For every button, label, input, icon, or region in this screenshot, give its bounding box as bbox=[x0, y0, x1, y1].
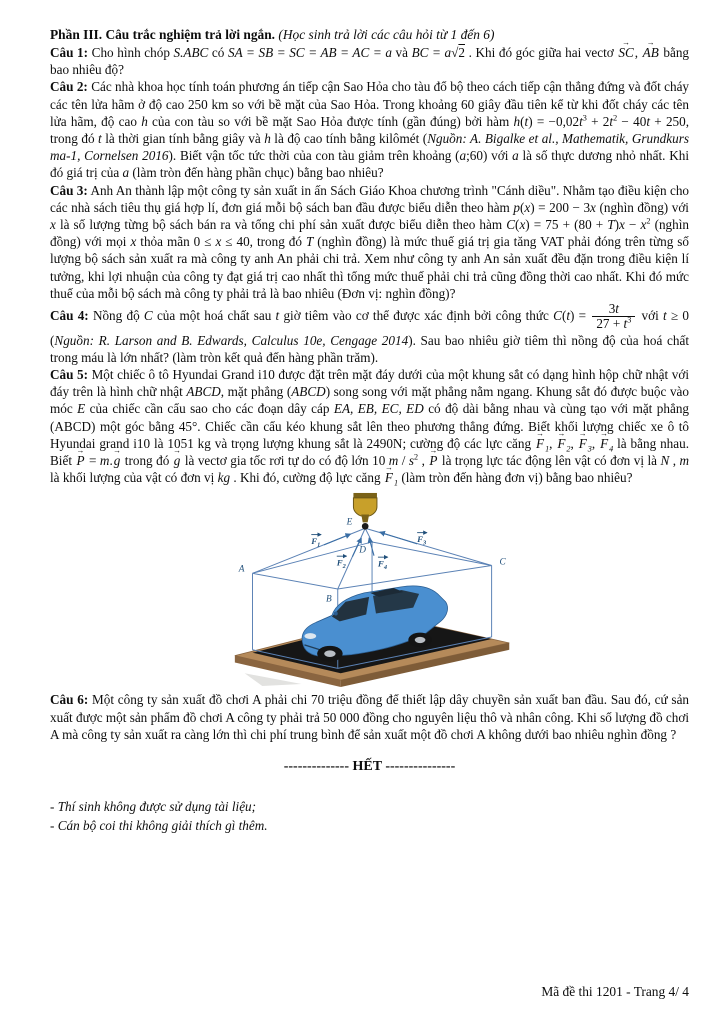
force-arrow-3 bbox=[380, 533, 417, 545]
vector-label-F2 bbox=[336, 557, 347, 571]
question-3: Câu 3: Anh An thành lập một công ty sản xuất in ấn Sách Giáo Khoa chương trình "Cánh diều". Nhằm tạo điều kiện cho các nhà sách tiêu thụ giá hợp lí, đơn giá mỗi bộ sách ban đầu được biểu diễn theo hàm p(x) = 200 − 3x (nghìn đồng) với x là số lượng từng bộ sách bán ra và tổng chi phí sản xuất được biểu diễn theo hàm $C(x) = 75 + (80 + T)x - x^2$ (nghìn đồng) với mọi x thỏa mãn 0 ≤ x ≤ 40, trong đó T (nghìn đồng) là mức thuế giá trị gia tăng VAT phải đóng trên từng số lượng bộ sách sản xuất ra mà công ty anh An phải chi trả. Xem như công ty anh An sản xuất đều đặn trong điều kiện lí tưởng, khi lợi nhuận của công ty đạt giá trị cao nhất thì tổng mức thuế phải chi trả cũng đồng thời cao nhất. Khi đó mức thuế của mỗi bộ sách mà công ty phải trả là bao nhiêu (Đơn vị: nghìn đồng)? bbox=[50, 182, 690, 301]
figure-illustration bbox=[222, 491, 527, 687]
label-D: D bbox=[359, 546, 367, 557]
question-label: Câu 2: bbox=[50, 79, 88, 95]
section-title-bold: Phần III. Câu trắc nghiệm trả lời ngắn. bbox=[50, 27, 276, 42]
math-vector: AB → bbox=[642, 44, 660, 61]
label-B: B bbox=[325, 595, 332, 606]
crane-car-figure bbox=[222, 491, 527, 687]
crane-hook-icon bbox=[353, 493, 377, 530]
question-1: Câu 1: Cho hình chóp S.ABC có SA = SB = SC = AB = AC = a và BC = a√2 . Khi đó góc giữa hai vectơ SC →, AB → bằng bao nhiêu độ? bbox=[50, 44, 689, 78]
label-E: E bbox=[346, 517, 353, 528]
math-vector: F → bbox=[578, 435, 588, 452]
svg-text:F1: $F_1$ bbox=[311, 536, 321, 549]
label-C: C bbox=[499, 557, 506, 568]
label-A: A bbox=[238, 564, 245, 575]
question-label: Câu 3: bbox=[50, 182, 88, 198]
math-fraction: $\frac{3t}{27 + t^3}$ bbox=[592, 302, 635, 332]
car-mirror bbox=[334, 612, 338, 616]
section-title bbox=[50, 26, 689, 44]
math-vector: F → bbox=[384, 469, 394, 486]
exam-notes bbox=[50, 797, 689, 835]
question-label: Câu 5: bbox=[50, 366, 88, 382]
question-2: Câu 2: Các nhà khoa học tính toán phương án tiếp cận Sao Hỏa cho tàu đổ bộ theo cách tiếp cận thẳng đứng và đốt cháy các tên lửa hãm ở độ cao 250 km so với bề mặt của Sao Hỏa. Trong khoảng 60 giây đầu tiên kể từ khi đốt cháy các tên lửa hãm, độ cao h của con tàu so với bề mặt Sao Hỏa được tính (gần đúng) bởi hàm $h(t) = -0,02t^3 + 2t^2 - 40t + 250$, trong đó t là thời gian tính bằng giây và h là độ cao tính bằng kilômét (Nguồn: A. Bigalke et al., Mathematik, Grundkurs ma-1, Cornelsen 2016). Biết vận tốc tức thời của con tàu giảm trên khoảng (a;60) với a là số thực dương nhỏ nhất. Khi đó giá trị của a (làm tròn đến hàng phần chục) bằng bao nhiêu? bbox=[50, 79, 690, 181]
force-arrows bbox=[324, 533, 417, 558]
math-vector: P → bbox=[428, 452, 438, 469]
math-vector: F → bbox=[556, 435, 566, 452]
svg-text:F2: $F_2$ bbox=[336, 557, 346, 571]
math-vector: g → bbox=[173, 452, 182, 469]
end-marker: -------------- HẾT --------------- bbox=[283, 758, 456, 774]
car-headlight bbox=[304, 633, 316, 639]
vector-label-F4 bbox=[377, 558, 388, 572]
force-arrow-1 bbox=[324, 534, 350, 545]
question-4: Câu 4: Nồng độ C của một hoá chất sau t giờ tiêm vào cơ thể được xác định bởi công thức C(t) = $\frac{3t}{27 + t^3}$ với t ≥ 0 (Nguồn: R. Larson and B. Edwards, Calculus 10e, Cengage 2014). Sau bao nhiêu giờ tiêm thì nồng độ của hoá chất trong máu là lớn nhất? (làm tròn kết quả đến hàng phần trăm). bbox=[50, 301, 690, 365]
math-vector: SC → bbox=[617, 44, 634, 61]
question-5: Câu 5: Một chiếc ô tô Hyundai Grand i10 được đặt trên mặt đáy dưới của một khung sắt có dạng hình hộp chữ nhật với đáy trên là hình chữ nhật ABCD, mặt phẳng (ABCD) song song với mặt phẳng nằm ngang. Khung sắt đó được buộc vào móc E của chiếc cần cẩu sao cho các đoạn dây cáp EA, EB, EC, ED có độ dài bằng nhau và cùng tạo với mặt phẳng (ABCD) một góc bằng 45°. Chiếc cần cẩu kéo khung sắt lên theo phương thẳng đứng. Biết khối lượng chiếc xe ô tô Hyundai grand i10 là 1051 kg và trọng lượng khung sắt là 2490N; cường độ các lực căng $F \to_1$, $F \to_2$, $F \to_3$, $F \to_4$ là bằng nhau. Biết P → = m.g → trong đó g → là vectơ gia tốc rơi tự do có độ lớn 10 m / $s^2$ , P → là trọng lực tác động lên vật có đơn vị là N , m là khối lượng của vật có đơn vị kg . Khi đó, cường độ lực căng $F \to_1$ (làm tròn đến hàng đơn vị) bằng bao nhiêu? bbox=[50, 366, 689, 486]
page-footer: Mã đề thi 1201 - Trang 4/ 4 bbox=[541, 984, 689, 999]
svg-text:F4: $F_4$ bbox=[377, 558, 388, 572]
vector-label-F1 bbox=[310, 535, 321, 549]
section-title-note: (Học sinh trả lời các câu hỏi từ 1 đến 6) bbox=[275, 27, 495, 42]
exam-note-2: - Cán bộ coi thi không giải thích gì thêm. bbox=[50, 817, 268, 833]
math-vector: F → bbox=[535, 435, 545, 452]
question-label: Câu 4: bbox=[50, 307, 89, 323]
question-6: Câu 6: Một công ty sản xuất đồ chơi A phải chi 70 triệu đồng để thiết lập dây chuyền sản xuất ban đầu. Sau đó, cứ sản xuất được một sản phẩm đồ chơi A công ty phải trả 50 000 đồng cho nguyên liệu thô và nhân công. Khi số lượng đồ chơi A mà công ty sản xuất ra càng lớn thì chi phí trung bình để sản xuất một đồ chơi A không dưới bao nhiêu nghìn đồng ? bbox=[50, 692, 690, 742]
exam-note-1: - Thí sinh không được sử dụng tài liệu; bbox=[50, 798, 257, 814]
math-sqrt: √2 bbox=[451, 45, 465, 60]
math-vector: g → bbox=[113, 452, 122, 469]
math-vector: P → bbox=[75, 452, 85, 469]
question-label: Câu 6: bbox=[50, 692, 89, 708]
question-label: Câu 1: bbox=[50, 45, 89, 60]
svg-text:F3: $F_3$ bbox=[417, 534, 427, 547]
math-vector: F → bbox=[599, 435, 609, 452]
